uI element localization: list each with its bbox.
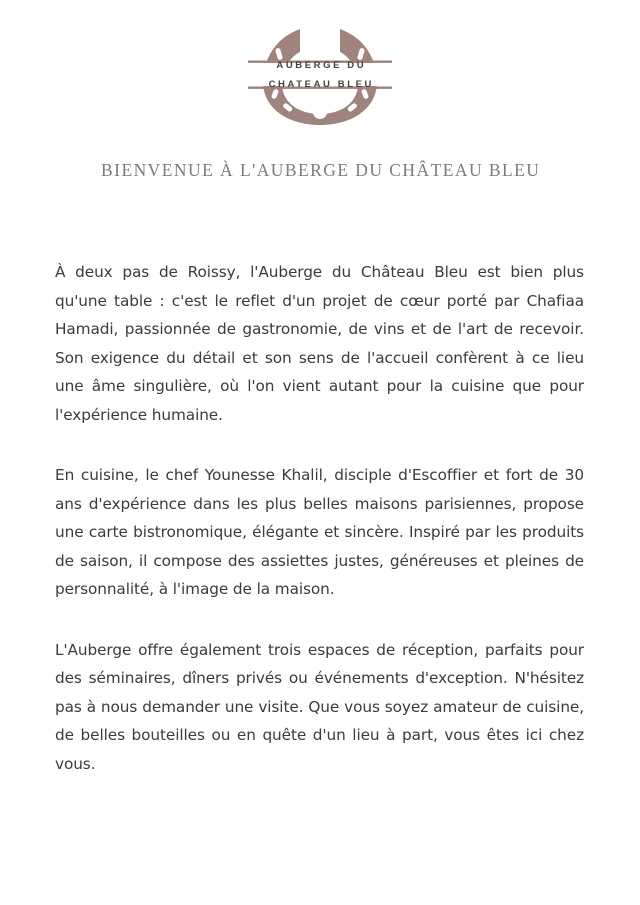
brand-logo	[240, 12, 400, 130]
logo-line-1: AUBERGE DU	[276, 60, 367, 71]
logo-header	[0, 12, 640, 130]
paragraph-reception: L'Auberge offre également trois espaces de réception, parfaits pour des séminaires, dîners privés ou événements d'exception. N'hésitez pas à nous demander une visite. Que vous soyez amateur de cuisine, de belles bouteilles ou en quête d'un lieu à part, vous êtes ici chez vous.	[55, 640, 584, 773]
horseshoe-icon	[240, 12, 400, 130]
logo-line-2: CHATEAU BLEU	[268, 79, 375, 90]
paragraph-intro: À deux pas de Roissy, l'Auberge du Château Bleu est bien plus qu'une table : c'est le reflet d'un projet de cœur porté par Chafiaa Hamadi, passionnée de gastronomie, de vins et de l'art de recevoir. Son exigence du détail et son sens de l'accueil confèrent à ce lieu une âme singulière, où l'on vient autant pour la cuisine que pour l'expérience humaine.	[55, 263, 584, 424]
page-title: BIENVENUE À L'AUBERGE DU CHÂTEAU BLEU	[101, 159, 541, 180]
body-content	[55, 258, 584, 778]
paragraph-kitchen: En cuisine, le chef Younesse Khalil, disciple d'Escoffier et fort de 30 ans d'expérience dans les plus belles maisons parisiennes, propose une carte bistronomique, élégante et sincère. Inspiré par les produits de saison, il compose des assiettes justes, généreuses et pleines de personnalité, à l'image de la maison.	[55, 466, 584, 598]
